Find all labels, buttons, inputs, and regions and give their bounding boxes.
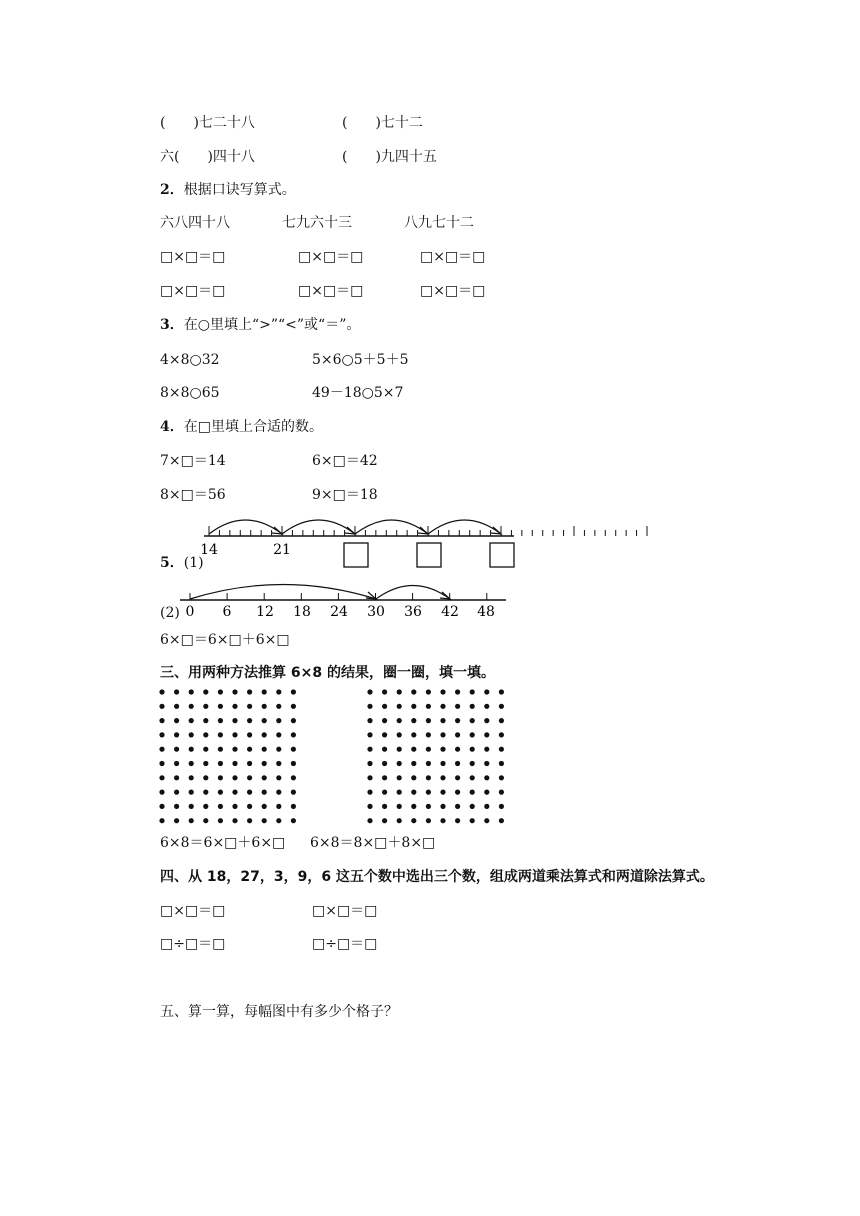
number-line-1-arc <box>209 520 282 534</box>
dot <box>484 775 489 780</box>
dot <box>382 804 387 809</box>
dot <box>397 775 402 780</box>
dot <box>499 747 504 752</box>
dot <box>499 818 504 823</box>
section-4-mul-eq-2: □×□＝□ <box>312 903 378 919</box>
dot <box>291 818 296 823</box>
q2-blank-eq-1: □×□＝□ <box>160 249 226 265</box>
dot <box>440 775 445 780</box>
q2-blank-eq-2: □×□＝□ <box>298 249 364 265</box>
dot <box>218 775 223 780</box>
dot <box>440 790 445 795</box>
dot <box>484 718 489 723</box>
dot <box>189 804 194 809</box>
dot <box>426 747 431 752</box>
dot <box>247 761 252 766</box>
dot <box>276 761 281 766</box>
dot <box>218 761 223 766</box>
dot <box>291 804 296 809</box>
dot <box>247 804 252 809</box>
dot <box>440 704 445 709</box>
dot <box>232 747 237 752</box>
dot <box>499 732 504 737</box>
dot <box>276 747 281 752</box>
dot <box>499 689 504 694</box>
dot <box>262 747 267 752</box>
dot <box>218 804 223 809</box>
dot <box>276 775 281 780</box>
q4-item-1: 7×□＝14 <box>160 453 226 469</box>
dot <box>426 761 431 766</box>
dot <box>426 718 431 723</box>
dot <box>470 818 475 823</box>
dot <box>367 804 372 809</box>
dot <box>218 747 223 752</box>
q2-blank-eq-4: □×□＝□ <box>160 283 226 299</box>
dot <box>397 704 402 709</box>
q4-number: 4． <box>160 419 184 435</box>
dot <box>247 718 252 723</box>
dot <box>262 761 267 766</box>
dot <box>484 704 489 709</box>
q3-item-2: 5×6○5＋5＋5 <box>312 352 409 368</box>
section-3-title: 三、用两种方法推算 6×8 的结果，圈一圈，填一填。 <box>160 665 495 681</box>
q4-item-3: 8×□＝56 <box>160 487 226 503</box>
dot <box>499 804 504 809</box>
dot <box>291 761 296 766</box>
dot <box>189 704 194 709</box>
dot <box>189 775 194 780</box>
dot <box>397 747 402 752</box>
dot <box>426 732 431 737</box>
number-line-2-arc-0-to-30 <box>190 585 376 600</box>
dot <box>189 747 194 752</box>
number-line-2-label-18: 18 <box>293 604 311 620</box>
dot <box>484 689 489 694</box>
dot <box>382 747 387 752</box>
dot <box>484 790 489 795</box>
dot <box>411 704 416 709</box>
dot <box>455 704 460 709</box>
dot <box>382 818 387 823</box>
dot <box>174 718 179 723</box>
dot <box>291 704 296 709</box>
dot <box>159 718 164 723</box>
dot <box>262 704 267 709</box>
dot <box>440 804 445 809</box>
dot <box>203 790 208 795</box>
dot <box>470 732 475 737</box>
number-line-2-labels <box>186 604 495 620</box>
dot <box>203 718 208 723</box>
q2-number: 2． <box>160 182 184 198</box>
q1-row2-right: ( )九四十五 <box>342 149 437 165</box>
dot <box>189 732 194 737</box>
dot <box>262 718 267 723</box>
dot <box>382 761 387 766</box>
dot <box>484 761 489 766</box>
section-4-title: 四、从 18，27，3，9，6 这五个数中选出三个数，组成两道乘法算式和两道除法算式。 <box>160 869 714 885</box>
section-4-div-eq-2: □÷□＝□ <box>312 936 378 952</box>
number-line-2-label-6: 6 <box>222 604 232 620</box>
number-line-1-answer-box-3[interactable] <box>490 543 514 567</box>
dot <box>247 775 252 780</box>
q4-item-4: 9×□＝18 <box>312 487 378 503</box>
dot <box>232 732 237 737</box>
section-4-mul-eq-1: □×□＝□ <box>160 903 226 919</box>
dot <box>426 790 431 795</box>
q2-blank-eq-3: □×□＝□ <box>420 249 486 265</box>
q2-mnemonic-2: 七九六十三 <box>282 215 352 231</box>
dot <box>367 761 372 766</box>
q4-item-2: 6×□＝42 <box>312 453 378 469</box>
q5-part2-equation: 6×□＝6×□＋6×□ <box>160 632 290 648</box>
dot <box>218 818 223 823</box>
q1-row2-left: 六( )四十八 <box>160 149 255 165</box>
dot-grid-right <box>366 688 506 824</box>
dot <box>470 747 475 752</box>
dot <box>426 704 431 709</box>
dot <box>455 689 460 694</box>
q4-title: 在□里填上合适的数。 <box>183 419 323 435</box>
dot <box>367 718 372 723</box>
dot <box>367 818 372 823</box>
dot <box>499 775 504 780</box>
q5-part2-label: (2) <box>160 605 180 621</box>
dot <box>189 818 194 823</box>
dot <box>159 790 164 795</box>
q3-item-3: 8×8○65 <box>160 385 220 401</box>
dot <box>382 732 387 737</box>
q3-title: 在○里填上“>”“<”或“＝”。 <box>183 317 361 333</box>
dot <box>247 704 252 709</box>
dot <box>218 689 223 694</box>
number-line-2-label-12: 12 <box>256 604 274 620</box>
dot <box>426 689 431 694</box>
dot <box>232 790 237 795</box>
q2-mnemonic-3: 八九七十二 <box>404 215 474 231</box>
dot <box>189 718 194 723</box>
dot <box>189 790 194 795</box>
dot <box>276 732 281 737</box>
dot <box>291 775 296 780</box>
dot <box>470 804 475 809</box>
dot <box>232 704 237 709</box>
dot <box>484 818 489 823</box>
dot <box>411 804 416 809</box>
dot <box>174 732 179 737</box>
section-3-equation-right: 6×8＝8×□＋8×□ <box>310 835 436 851</box>
q2-blank-eq-5: □×□＝□ <box>298 283 364 299</box>
dot <box>203 775 208 780</box>
dot <box>382 790 387 795</box>
dot <box>426 775 431 780</box>
q2-mnemonic-1: 六八四十八 <box>160 215 230 231</box>
number-line-1-arc <box>282 520 355 534</box>
dot <box>262 818 267 823</box>
dot <box>174 747 179 752</box>
dot <box>276 790 281 795</box>
dot <box>189 761 194 766</box>
dot <box>232 818 237 823</box>
dot <box>203 761 208 766</box>
number-line-1-answer-box-2[interactable] <box>417 543 441 567</box>
dot <box>218 718 223 723</box>
section-4-div-eq-1: □÷□＝□ <box>160 936 226 952</box>
number-line-1-label-21: 21 <box>273 542 291 558</box>
dot <box>455 818 460 823</box>
dot <box>440 761 445 766</box>
dot <box>367 790 372 795</box>
dot <box>499 790 504 795</box>
dot <box>247 790 252 795</box>
number-line-2-arc-0-to-30-arrowhead <box>366 592 376 599</box>
dot <box>203 689 208 694</box>
q4-heading <box>160 418 323 436</box>
dot <box>159 775 164 780</box>
dot <box>247 818 252 823</box>
dot <box>247 689 252 694</box>
dot <box>291 747 296 752</box>
dot <box>174 761 179 766</box>
number-line-2-label-36: 36 <box>404 604 422 620</box>
dot <box>397 804 402 809</box>
dot <box>397 689 402 694</box>
dot <box>484 804 489 809</box>
dot <box>470 790 475 795</box>
dot <box>262 790 267 795</box>
dot <box>218 732 223 737</box>
dot <box>291 790 296 795</box>
dot <box>411 718 416 723</box>
dot <box>455 747 460 752</box>
dot <box>470 689 475 694</box>
dot <box>232 804 237 809</box>
dot-grid-left <box>158 688 298 824</box>
dot <box>440 718 445 723</box>
dot <box>232 761 237 766</box>
dot <box>411 689 416 694</box>
dot <box>276 804 281 809</box>
dot <box>440 747 445 752</box>
number-line-2-label-0: 0 <box>185 604 195 620</box>
dot <box>367 704 372 709</box>
dot <box>159 704 164 709</box>
dot <box>455 790 460 795</box>
dot <box>397 732 402 737</box>
dot <box>174 804 179 809</box>
dot <box>499 704 504 709</box>
dot <box>291 718 296 723</box>
number-line-2 <box>176 576 516 622</box>
q5-number: 5． <box>160 555 184 571</box>
dot <box>411 818 416 823</box>
dot <box>484 732 489 737</box>
dot <box>455 761 460 766</box>
number-line-2-label-48: 48 <box>477 604 495 620</box>
dot <box>455 732 460 737</box>
dot <box>382 704 387 709</box>
dot <box>397 818 402 823</box>
dot <box>262 732 267 737</box>
dot <box>367 732 372 737</box>
dot <box>203 804 208 809</box>
dot <box>411 747 416 752</box>
dot <box>262 775 267 780</box>
dot <box>159 804 164 809</box>
dot <box>291 689 296 694</box>
dot <box>470 704 475 709</box>
dot <box>174 775 179 780</box>
dot <box>397 790 402 795</box>
dot <box>174 790 179 795</box>
dot <box>247 732 252 737</box>
dot <box>440 818 445 823</box>
dot <box>203 704 208 709</box>
dot <box>426 818 431 823</box>
dot <box>484 747 489 752</box>
dot <box>159 689 164 694</box>
dot <box>367 689 372 694</box>
dot <box>262 689 267 694</box>
dot <box>291 732 296 737</box>
dot <box>470 718 475 723</box>
dot <box>174 689 179 694</box>
dot <box>218 704 223 709</box>
dot <box>499 761 504 766</box>
q2-title: 根据口诀写算式。 <box>183 182 296 198</box>
number-line-1-answer-box-1[interactable] <box>344 543 368 567</box>
q1-row1-left: ( )七二十八 <box>160 115 255 131</box>
dot <box>455 775 460 780</box>
dot <box>232 689 237 694</box>
dot <box>426 804 431 809</box>
dot <box>367 775 372 780</box>
q3-number: 3． <box>160 317 184 333</box>
section-3-equation-left: 6×8＝6×□＋6×□ <box>160 835 286 851</box>
dot <box>382 775 387 780</box>
dot <box>470 761 475 766</box>
dot <box>232 718 237 723</box>
q1-row1-right: ( )七十二 <box>342 115 423 131</box>
dot <box>470 775 475 780</box>
q3-heading <box>160 316 360 334</box>
dot <box>159 818 164 823</box>
dot <box>455 804 460 809</box>
dot <box>411 761 416 766</box>
dot <box>440 732 445 737</box>
dot <box>189 689 194 694</box>
number-line-1-label-14: 14 <box>200 542 218 558</box>
dot <box>247 747 252 752</box>
number-line-1-arc <box>428 520 501 534</box>
dot <box>276 704 281 709</box>
q5-part1-label: (1) <box>183 555 204 571</box>
dot <box>203 732 208 737</box>
dot <box>174 818 179 823</box>
dot <box>276 718 281 723</box>
dot <box>397 718 402 723</box>
dot <box>411 775 416 780</box>
dot <box>411 732 416 737</box>
dot <box>382 689 387 694</box>
dot <box>367 747 372 752</box>
q2-heading <box>160 181 296 199</box>
dot <box>159 761 164 766</box>
dot <box>499 718 504 723</box>
q3-item-1: 4×8○32 <box>160 352 220 368</box>
dot <box>174 704 179 709</box>
number-line-2-label-24: 24 <box>330 604 348 620</box>
dot <box>159 732 164 737</box>
dot <box>455 718 460 723</box>
dot <box>262 804 267 809</box>
dot <box>159 747 164 752</box>
dot <box>397 761 402 766</box>
number-line-2-label-30: 30 <box>367 604 385 620</box>
dot <box>411 790 416 795</box>
dot <box>276 818 281 823</box>
number-line-1 <box>196 512 526 570</box>
q3-item-4: 49－18○5×7 <box>312 385 404 401</box>
q2-blank-eq-6: □×□＝□ <box>420 283 486 299</box>
dot <box>382 718 387 723</box>
dot <box>232 775 237 780</box>
number-line-1-arc <box>355 520 428 534</box>
dot <box>440 689 445 694</box>
number-line-2-label-42: 42 <box>441 604 459 620</box>
dot <box>203 818 208 823</box>
dot <box>203 747 208 752</box>
dot <box>218 790 223 795</box>
section-5-title: 五、算一算，每幅图中有多少个格子？ <box>160 1004 398 1020</box>
dot <box>276 689 281 694</box>
